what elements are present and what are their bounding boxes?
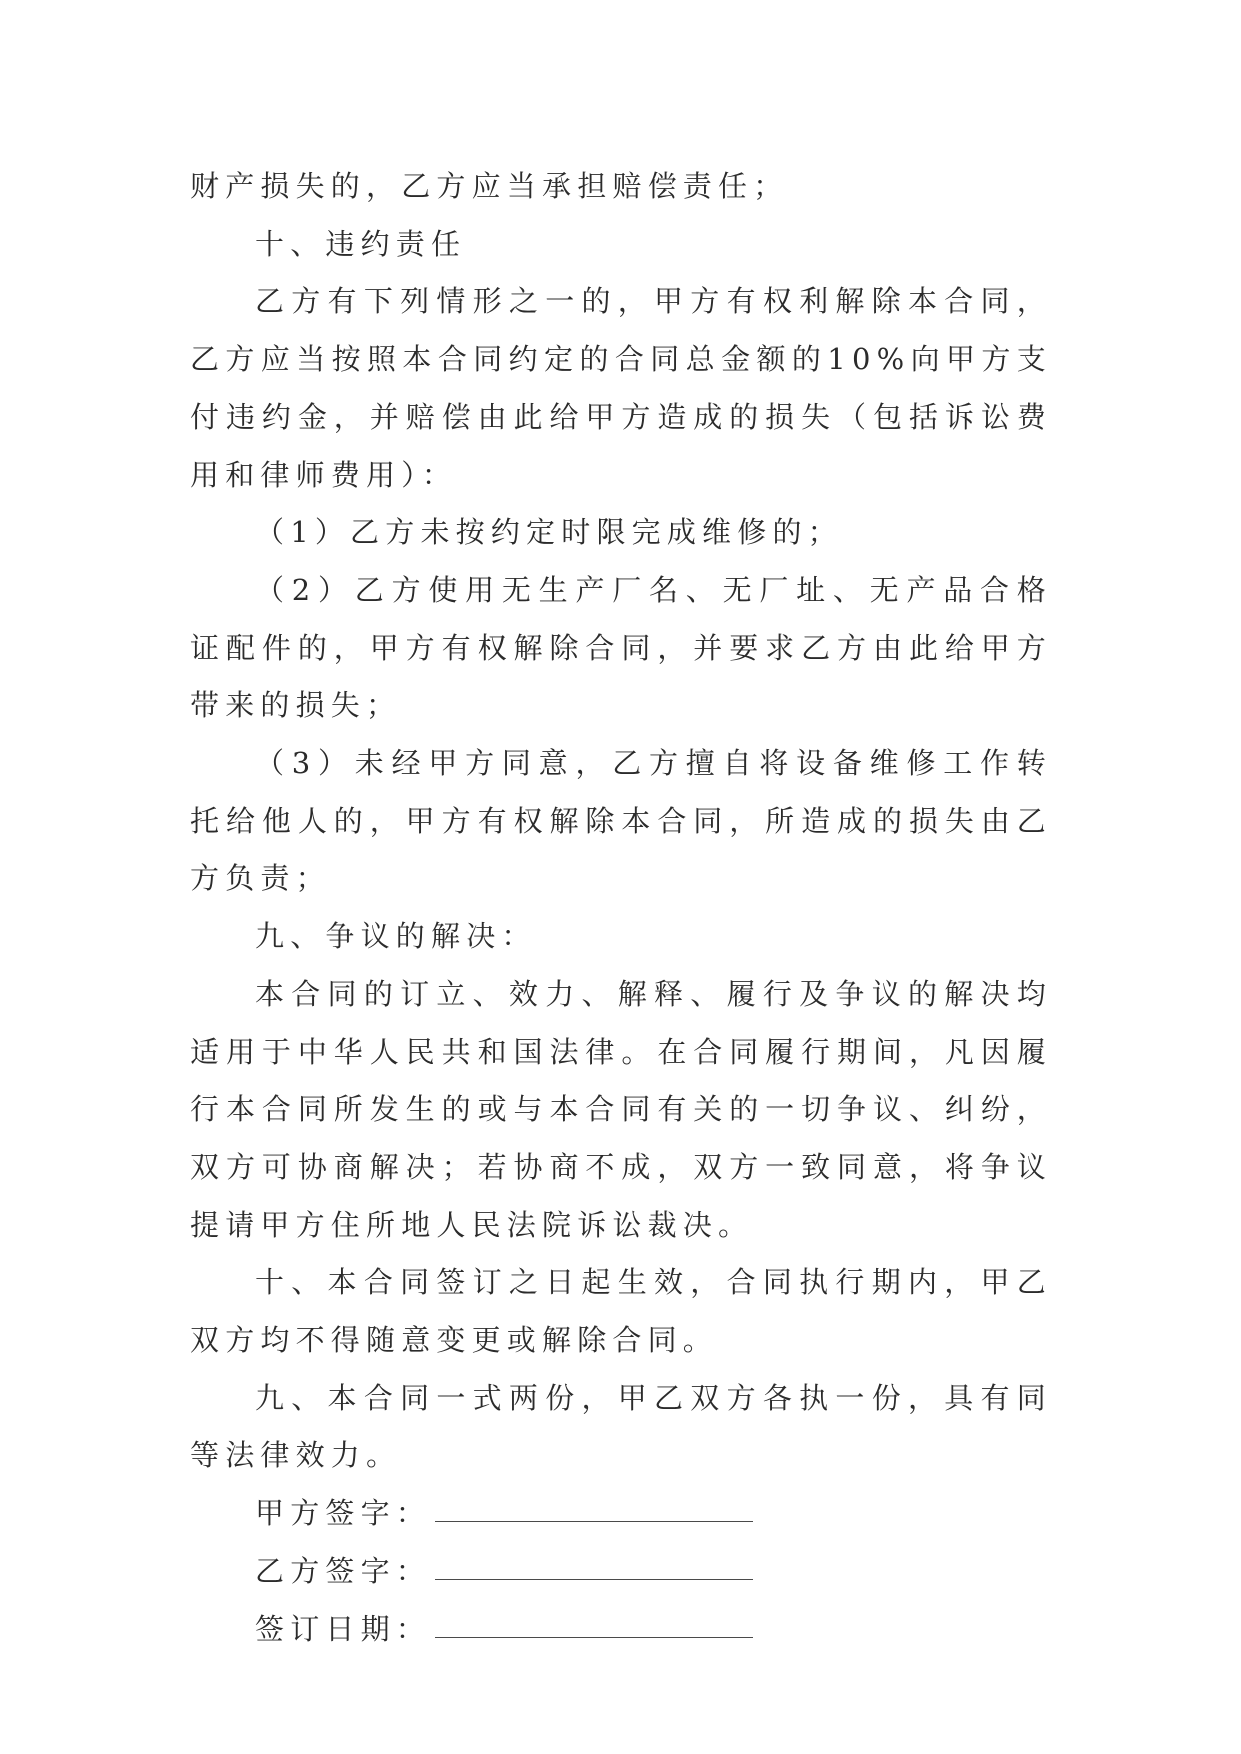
paragraph-effective-date: 十、本合同签订之日起生效，合同执行期内，甲乙双方均不得随意变更或解除合同。 xyxy=(190,1265,1052,1358)
contract-body xyxy=(190,158,1052,1658)
signature-label-party-a: 甲方签字： xyxy=(255,1496,432,1531)
paragraph-damage-liability: 财产损失的，乙方应当承担赔偿责任； xyxy=(190,169,789,203)
section-heading-breach-liability: 十、违约责任 xyxy=(255,226,467,261)
signature-blank-party-a xyxy=(435,1477,753,1522)
paragraph-copies: 九、本合同一式两份，甲乙双方各执一份，具有同等法律效力。 xyxy=(190,1380,1052,1473)
paragraph-governing-law: 本合同的订立、效力、解释、履行及争议的解决均适用于中华人民共和国法律。在合同履行期间，凡因履行本合同所发生的或与本合同有关的一切争议、纠纷，双方可协商解决；若协商不成，双方一致同意，将争议提请甲方住所地人民法院诉讼裁决。 xyxy=(190,976,1052,1242)
signature-blank-party-b xyxy=(435,1535,753,1580)
clause-item-3: （3）未经甲方同意，乙方擅自将设备维修工作转托给他人的，甲方有权解除本合同，所造成的损失由乙方负责； xyxy=(190,746,1052,896)
clause-item-2: （2）乙方使用无生产厂名、无厂址、无产品合格证配件的，甲方有权解除合同，并要求乙方由此给甲方带来的损失； xyxy=(190,572,1052,723)
section-heading-dispute-resolution: 九、争议的解决： xyxy=(255,919,537,954)
signature-label-party-b: 乙方签字： xyxy=(255,1553,432,1588)
clause-item-1: （1）乙方未按约定时限完成维修的； xyxy=(255,515,843,550)
signature-label-date: 签订日期： xyxy=(255,1611,432,1646)
signature-blank-date xyxy=(435,1593,753,1638)
paragraph-termination-penalty: 乙方有下列情形之一的，甲方有权利解除本合同，乙方应当按照本合同约定的合同总金额的10%向甲方支付违约金，并赔偿由此给甲方造成的损失（包括诉讼费用和律师费用）： xyxy=(190,284,1052,492)
signature-line-date xyxy=(190,1601,1052,1659)
